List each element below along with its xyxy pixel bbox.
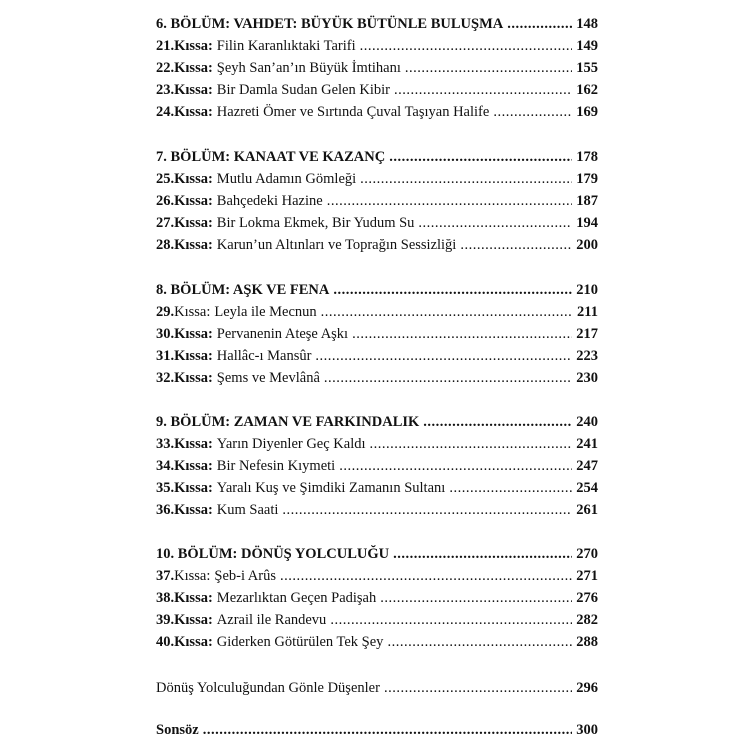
story-prefix: 38.Kıssa: bbox=[156, 590, 213, 606]
dot-leader bbox=[370, 433, 573, 455]
page-number: 169 bbox=[576, 104, 598, 120]
story-row bbox=[156, 631, 598, 653]
story-title: Azrail ile Randevu bbox=[216, 612, 327, 628]
extra-row bbox=[156, 677, 598, 699]
page-number: 300 bbox=[576, 722, 598, 738]
story-row bbox=[156, 323, 598, 345]
story-prefix: 39.Kıssa: bbox=[156, 612, 213, 628]
chapter-section-7 bbox=[156, 146, 598, 256]
story-prefix-label: Kıssa: bbox=[174, 304, 211, 320]
page-number: 217 bbox=[576, 326, 598, 342]
page-number: 211 bbox=[577, 304, 598, 320]
dot-leader bbox=[394, 79, 572, 101]
closing-section bbox=[156, 719, 598, 741]
chapter-title: 7. BÖLÜM: KANAAT VE KAZANÇ bbox=[156, 149, 386, 165]
page-number: 247 bbox=[576, 458, 598, 474]
story-title: Şems ve Mevlânâ bbox=[216, 370, 320, 386]
chapter-row bbox=[156, 543, 598, 565]
chapter-section-9 bbox=[156, 411, 598, 521]
story-row bbox=[156, 367, 598, 389]
story-title: Bahçedeki Hazine bbox=[216, 193, 323, 209]
dot-leader bbox=[330, 609, 572, 631]
dot-leader bbox=[460, 234, 572, 256]
story-prefix: 31.Kıssa: bbox=[156, 348, 213, 364]
story-row bbox=[156, 301, 598, 323]
story-row bbox=[156, 433, 598, 455]
story-title: Bir Lokma Ekmek, Bir Yudum Su bbox=[216, 215, 415, 231]
story-row bbox=[156, 477, 598, 499]
chapter-section-10 bbox=[156, 543, 598, 653]
chapter-title: 10. BÖLÜM: DÖNÜŞ YOLCULUĞU bbox=[156, 546, 390, 562]
story-prefix-number: 29. bbox=[156, 304, 175, 320]
story-title: Karun’un Altınları ve Toprağın Sessizliği bbox=[216, 237, 457, 253]
page-number: 254 bbox=[576, 480, 598, 496]
story-title: Pervanenin Ateşe Aşkı bbox=[216, 326, 349, 342]
story-row bbox=[156, 57, 598, 79]
story-prefix: 24.Kıssa: bbox=[156, 104, 213, 120]
dot-leader bbox=[360, 168, 572, 190]
page-number: 296 bbox=[576, 680, 598, 696]
dot-leader bbox=[423, 411, 572, 433]
chapter-row bbox=[156, 146, 598, 168]
page-number: 261 bbox=[576, 502, 598, 518]
dot-leader bbox=[339, 455, 572, 477]
page-number: 241 bbox=[576, 436, 598, 452]
dot-leader bbox=[360, 35, 573, 57]
story-row bbox=[156, 190, 598, 212]
story-prefix: 36.Kıssa: bbox=[156, 502, 213, 518]
page-number: 223 bbox=[576, 348, 598, 364]
story-row bbox=[156, 212, 598, 234]
chapter-section-6 bbox=[156, 13, 598, 123]
story-row bbox=[156, 499, 598, 521]
dot-leader bbox=[389, 146, 572, 168]
story-prefix: 35.Kıssa: bbox=[156, 480, 213, 496]
story-title: Hallâc-ı Mansûr bbox=[216, 348, 312, 364]
page-number: 187 bbox=[576, 193, 598, 209]
story-row bbox=[156, 79, 598, 101]
story-title: Leyla ile Mecnun bbox=[214, 304, 317, 320]
story-title: Bir Damla Sudan Gelen Kibir bbox=[216, 82, 390, 98]
dot-leader bbox=[493, 101, 572, 123]
story-row bbox=[156, 455, 598, 477]
closing-title: Sonsöz bbox=[156, 722, 199, 738]
story-row bbox=[156, 609, 598, 631]
page-number: 200 bbox=[576, 237, 598, 253]
story-row bbox=[156, 168, 598, 190]
dot-leader bbox=[280, 565, 572, 587]
dot-leader bbox=[321, 301, 573, 323]
dot-leader bbox=[405, 57, 572, 79]
page-number: 149 bbox=[576, 38, 598, 54]
story-prefix: 40.Kıssa: bbox=[156, 634, 213, 650]
story-title: Hazreti Ömer ve Sırtında Çuval Taşıyan Halife bbox=[216, 104, 490, 120]
dot-leader bbox=[324, 367, 572, 389]
story-prefix-label: Kıssa: bbox=[174, 568, 211, 584]
page-number: 271 bbox=[576, 568, 598, 584]
story-prefix: 26.Kıssa: bbox=[156, 193, 213, 209]
extra-section bbox=[156, 677, 598, 699]
chapter-title: 9. BÖLÜM: ZAMAN VE FARKINDALIK bbox=[156, 414, 420, 430]
page-number: 288 bbox=[576, 634, 598, 650]
chapter-row bbox=[156, 411, 598, 433]
story-prefix: 25.Kıssa: bbox=[156, 171, 213, 187]
story-prefix: 33.Kıssa: bbox=[156, 436, 213, 452]
story-title: Giderken Götürülen Tek Şey bbox=[216, 634, 384, 650]
dot-leader bbox=[449, 477, 572, 499]
story-prefix: 28.Kıssa: bbox=[156, 237, 213, 253]
chapter-row bbox=[156, 279, 598, 301]
story-prefix: 21.Kıssa: bbox=[156, 38, 213, 54]
chapter-section-8 bbox=[156, 279, 598, 389]
page-number: 155 bbox=[576, 60, 598, 76]
story-row bbox=[156, 587, 598, 609]
chapter-title: 8. BÖLÜM: AŞK VE FENA bbox=[156, 282, 330, 298]
dot-leader bbox=[333, 279, 572, 301]
story-title: Bir Nefesin Kıymeti bbox=[216, 458, 336, 474]
story-title: Kum Saati bbox=[216, 502, 279, 518]
story-prefix: 23.Kıssa: bbox=[156, 82, 213, 98]
story-prefix: 27.Kıssa: bbox=[156, 215, 213, 231]
dot-leader bbox=[282, 499, 572, 521]
story-title: Yaralı Kuş ve Şimdiki Zamanın Sultanı bbox=[216, 480, 446, 496]
dot-leader bbox=[352, 323, 572, 345]
page-number: 276 bbox=[576, 590, 598, 606]
story-row bbox=[156, 345, 598, 367]
page-number: 179 bbox=[576, 171, 598, 187]
dot-leader bbox=[384, 677, 572, 699]
page-number: 240 bbox=[576, 414, 598, 430]
page-number: 194 bbox=[576, 215, 598, 231]
chapter-title: 6. BÖLÜM: VAHDET: BÜYÜK BÜTÜNLE BULUŞMA bbox=[156, 16, 504, 32]
story-title: Mutlu Adamın Gömleği bbox=[216, 171, 357, 187]
page-number: 270 bbox=[576, 546, 598, 562]
story-title: Şeyh San’an’ın Büyük İmtihanı bbox=[216, 60, 401, 76]
page-number: 230 bbox=[576, 370, 598, 386]
dot-leader bbox=[380, 587, 572, 609]
page-number: 178 bbox=[576, 149, 598, 165]
story-title: Yarın Diyenler Geç Kaldı bbox=[216, 436, 366, 452]
story-prefix: 34.Kıssa: bbox=[156, 458, 213, 474]
story-prefix-number: 37. bbox=[156, 568, 175, 584]
story-prefix: 22.Kıssa: bbox=[156, 60, 213, 76]
closing-row bbox=[156, 719, 598, 741]
story-prefix: 32.Kıssa: bbox=[156, 370, 213, 386]
dot-leader bbox=[507, 13, 572, 35]
extra-title: Dönüş Yolculuğundan Gönle Düşenler bbox=[156, 680, 380, 696]
story-row bbox=[156, 101, 598, 123]
page-number: 162 bbox=[576, 82, 598, 98]
page-number: 282 bbox=[576, 612, 598, 628]
dot-leader bbox=[203, 719, 573, 741]
story-row bbox=[156, 35, 598, 57]
page-number: 148 bbox=[576, 16, 598, 32]
story-title: Filin Karanlıktaki Tarifi bbox=[216, 38, 356, 54]
chapter-row bbox=[156, 13, 598, 35]
dot-leader bbox=[315, 345, 572, 367]
story-title: Şeb-i Arûs bbox=[214, 568, 276, 584]
dot-leader bbox=[327, 190, 573, 212]
story-row bbox=[156, 565, 598, 587]
dot-leader bbox=[387, 631, 572, 653]
story-row bbox=[156, 234, 598, 256]
dot-leader bbox=[393, 543, 572, 565]
page-number: 210 bbox=[576, 282, 598, 298]
story-prefix: 30.Kıssa: bbox=[156, 326, 213, 342]
dot-leader bbox=[418, 212, 572, 234]
story-title: Mezarlıktan Geçen Padişah bbox=[216, 590, 377, 606]
